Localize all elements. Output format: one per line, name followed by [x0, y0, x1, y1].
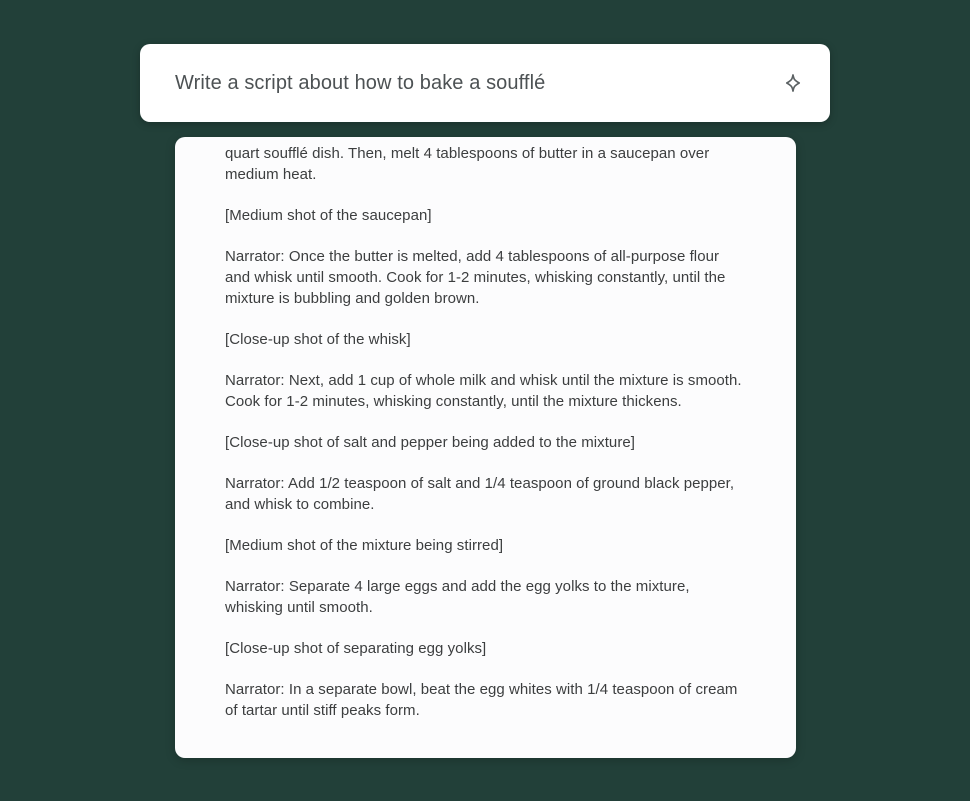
shot-direction: [Medium shot of the saucepan]	[225, 207, 432, 224]
script-paragraph: Narrator: Once the butter is melted, add 4 tablespoons of all-purpose flour and whisk until smooth. Cook for 1-2 minutes, whisking constantly, until the mixture is bubbling and golden brown.	[225, 248, 726, 307]
script-paragraph: quart soufflé dish. Then, melt 4 tablespoons of butter in a saucepan over medium heat.	[225, 145, 710, 183]
script-card	[175, 137, 796, 758]
shot-direction: [Medium shot of the mixture being stirred]	[225, 537, 504, 554]
script-paragraph: Narrator: Next, add 1 cup of whole milk and whisk until the mixture is smooth. Cook for 1-2 minutes, whisking constantly, until the mixture thickens.	[225, 372, 742, 410]
prompt-input[interactable]: Write a script about how to bake a soufflé	[175, 71, 546, 94]
shot-direction: [Close-up shot of the whisk]	[225, 331, 411, 348]
script-paragraph: Narrator: Separate 4 large eggs and add the egg yolks to the mixture, whisking until smooth.	[225, 578, 690, 616]
shot-direction: [Close-up shot of separating egg yolks]	[225, 640, 487, 657]
shot-direction: [Close-up shot of salt and pepper being added to the mixture]	[225, 434, 635, 451]
script-paragraph: Narrator: In a separate bowl, beat the egg whites with 1/4 teaspoon of cream of tartar until stiff peaks form.	[225, 681, 738, 719]
sparkle-icon[interactable]	[782, 72, 804, 94]
prompt-bar[interactable]	[140, 44, 830, 122]
script-paragraph: Narrator: Add 1/2 teaspoon of salt and 1/4 teaspoon of ground black pepper, and whisk to combine.	[225, 475, 735, 513]
